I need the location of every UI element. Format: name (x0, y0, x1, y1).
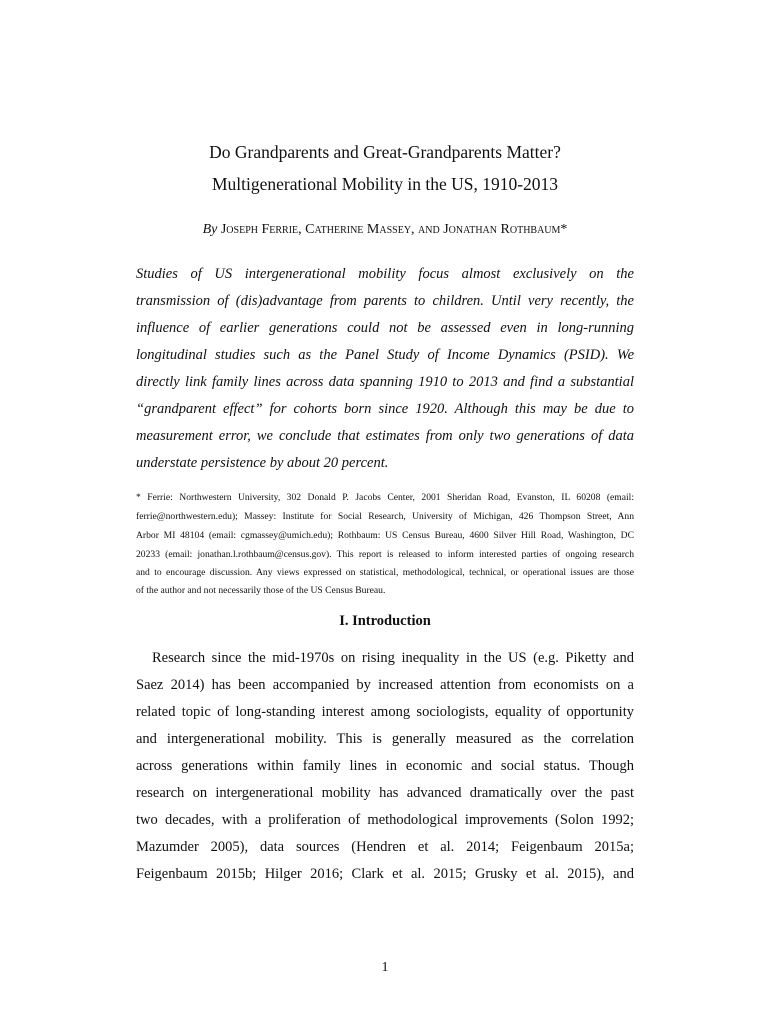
body-line: and intergenerational mobility. This is generally measured as the correlation (136, 731, 634, 747)
author-2: Catherine Massey (305, 222, 412, 237)
body-line: Research since the mid-1970s on rising inequality in the US (e.g. Piketty and (152, 650, 634, 666)
paper-title-line-2: Multigenerational Mobility in the US, 1910-2013 (211, 174, 559, 194)
abstract-line: understate persistence by about 20 percent. (136, 455, 389, 471)
footnote-line: Arbor MI 48104 (email: cgmassey@umich.edu); Rothbaum: US Census Bureau, 4600 Silver Hill Road, Washington, DC (136, 530, 634, 541)
byline-by: By (202, 222, 218, 237)
abstract-line: directly link family lines across data spanning 1910 to 2013 and find a substantial (136, 374, 634, 390)
author-1: Joseph Ferrie (220, 222, 299, 237)
section-heading: I. Introduction (339, 613, 431, 629)
footnote-line: of the author and not necessarily those of the US Census Bureau. (136, 585, 386, 596)
footnote-line: and to encourage discussion. Any views expressed on statistical, methodological, technical, or operational issues are those (136, 567, 634, 578)
paper-title-line-1: Do Grandparents and Great-Grandparents Matter? (209, 142, 561, 162)
abstract-line: longitudinal studies such as the Panel Study of Income Dynamics (PSID). We (136, 347, 634, 363)
abstract-line: influence of earlier generations could not be assessed even in long-running (136, 320, 634, 336)
footnote-line: ferrie@northwestern.edu); Massey: Institute for Social Research, University of Michigan, 426 Thompson Street, Ann (136, 511, 634, 522)
author-byline: By Joseph Ferrie, Catherine Massey, and Jonathan Rothbaum* (202, 222, 568, 237)
body-line: related topic of long-standing interest among sociologists, equality of opportunity (136, 704, 634, 720)
footnote-line: * Ferrie: Northwestern University, 302 Donald P. Jacobs Center, 2001 Sheridan Road, Evanston, IL 60208 (email: (136, 492, 634, 503)
body-line: two decades, with a proliferation of methodological improvements (Solon 1992; (136, 812, 634, 828)
body-line: Mazumder 2005), data sources (Hendren et al. 2014; Feigenbaum 2015a; (136, 839, 634, 855)
footnote-line: 20233 (email: jonathan.l.rothbaum@census.gov). This report is released to inform interested parties of ongoing research (136, 549, 634, 560)
body-line: Saez 2014) has been accompanied by increased attention from economists on a (136, 677, 634, 693)
page-number: 1 (381, 960, 389, 975)
abstract-line: “grandparent effect” for cohorts born since 1920. Although this may be due to (136, 401, 634, 417)
body-line: research on intergenerational mobility has advanced dramatically over the past (136, 785, 634, 801)
abstract-line: measurement error, we conclude that estimates from only two generations of data (136, 428, 634, 444)
abstract-line: transmission of (dis)advantage from parents to children. Until very recently, the (136, 293, 634, 309)
body-line: Feigenbaum 2015b; Hilger 2016; Clark et al. 2015; Grusky et al. 2015), and (136, 866, 634, 882)
body-line: across generations within family lines in economic and social status. Though (136, 758, 634, 774)
abstract-line: Studies of US intergenerational mobility focus almost exclusively on the (136, 266, 634, 282)
author-3: Jonathan Rothbaum (443, 222, 561, 237)
